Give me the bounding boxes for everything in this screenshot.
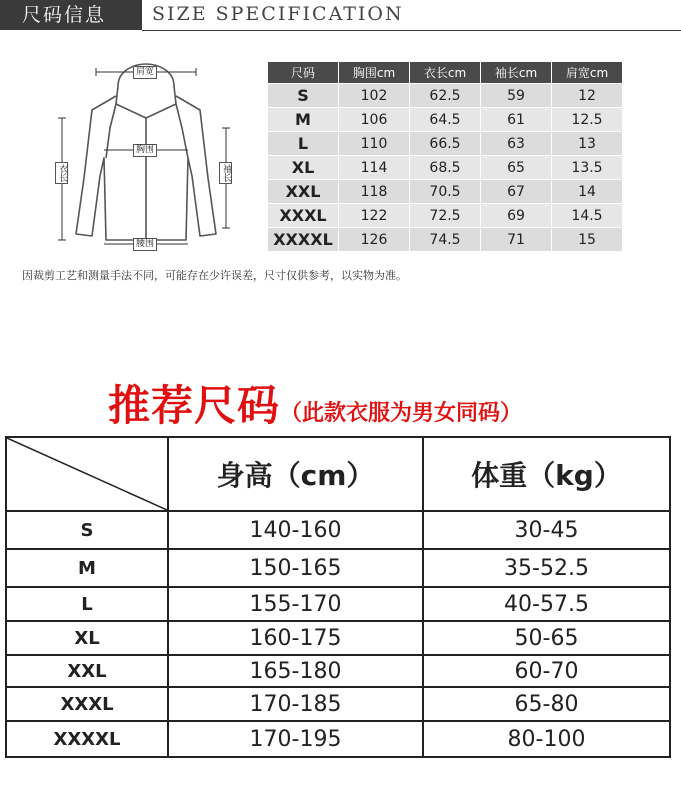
recommend-cell-weight: 60-70: [423, 655, 670, 687]
spec-row: [268, 132, 623, 156]
spec-cell: 15: [552, 228, 623, 252]
spec-cell: 102: [339, 84, 410, 108]
spec-cell: 69: [481, 204, 552, 228]
spec-cell: 62.5: [410, 84, 481, 108]
spec-cell: 65: [481, 156, 552, 180]
diagonal-line: [7, 438, 167, 510]
spec-cell: 64.5: [410, 108, 481, 132]
spec-cell: 122: [339, 204, 410, 228]
header-divider: [142, 30, 681, 31]
spec-row: [268, 156, 623, 180]
spec-cell: 106: [339, 108, 410, 132]
spec-cell: 14.5: [552, 204, 623, 228]
spec-cell: 70.5: [410, 180, 481, 204]
spec-cell: 74.5: [410, 228, 481, 252]
recommend-cell-size: M: [6, 549, 168, 587]
shoulder-label: 肩宽: [133, 66, 157, 79]
recommend-cell-height: 150-165: [168, 549, 423, 587]
height-header: 身高（cm）: [168, 437, 423, 511]
spec-cell: 14: [552, 180, 623, 204]
recommend-size-table: [5, 436, 671, 758]
recommend-row: [6, 687, 670, 721]
spec-row: [268, 180, 623, 204]
spec-row: [268, 84, 623, 108]
spec-header-sleeve: 袖长cm: [481, 62, 552, 84]
spec-header-shoulder: 肩宽cm: [552, 62, 623, 84]
spec-cell: XL: [268, 156, 339, 180]
spec-cell: 13: [552, 132, 623, 156]
recommend-cell-height: 165-180: [168, 655, 423, 687]
recommend-row: [6, 621, 670, 655]
recommend-row: [6, 655, 670, 687]
spec-header-length: 衣长cm: [410, 62, 481, 84]
spec-cell: 67: [481, 180, 552, 204]
diagonal-corner-cell: [6, 437, 168, 511]
sleeve-label: 袖长: [221, 164, 231, 182]
spec-cell: 61: [481, 108, 552, 132]
recommend-cell-size: XXL: [6, 655, 168, 687]
spec-cell: 118: [339, 180, 410, 204]
spec-cell: XXXXL: [268, 228, 339, 252]
spec-cell: 114: [339, 156, 410, 180]
recommend-cell-size: XXXL: [6, 687, 168, 721]
spec-cell: 71: [481, 228, 552, 252]
recommend-title: [108, 373, 522, 433]
recommend-cell-height: 170-195: [168, 721, 423, 757]
recommend-cell-height: 155-170: [168, 587, 423, 621]
weight-header: 体重（kg）: [423, 437, 670, 511]
spec-cell: 63: [481, 132, 552, 156]
recommend-cell-size: XL: [6, 621, 168, 655]
spec-cell: 12.5: [552, 108, 623, 132]
spec-cell: 66.5: [410, 132, 481, 156]
spec-cell: 59: [481, 84, 552, 108]
jacket-outline-illustration: [40, 58, 250, 258]
recommend-title-main: 推荐尺码: [108, 381, 281, 430]
recommend-cell-weight: 30-45: [423, 511, 670, 549]
spec-row: [268, 228, 623, 252]
chest-label: 胸围: [133, 144, 157, 157]
spec-cell: 110: [339, 132, 410, 156]
recommend-cell-weight: 35-52.5: [423, 549, 670, 587]
spec-cell: XXL: [268, 180, 339, 204]
recommend-cell-size: XXXXL: [6, 721, 168, 757]
spec-header-chest: 胸围cm: [339, 62, 410, 84]
jacket-diagram: [40, 58, 250, 258]
recommend-row: [6, 587, 670, 621]
spec-row: [268, 204, 623, 228]
recommend-row: [6, 721, 670, 757]
spec-row: [268, 108, 623, 132]
recommend-subtitle: （此款衣服为男女同码）: [280, 401, 523, 426]
spec-cell: 126: [339, 228, 410, 252]
size-spec-table: [268, 62, 623, 251]
spec-header-size: 尺码: [268, 62, 339, 84]
recommend-row: [6, 511, 670, 549]
recommend-row: [6, 549, 670, 587]
spec-cell: S: [268, 84, 339, 108]
recommend-cell-size: L: [6, 587, 168, 621]
waist-label: 腰围: [133, 238, 157, 251]
spec-cell: 68.5: [410, 156, 481, 180]
spec-cell: M: [268, 108, 339, 132]
recommend-cell-weight: 80-100: [423, 721, 670, 757]
spec-cell: L: [268, 132, 339, 156]
spec-header-row: [268, 62, 623, 84]
recommend-cell-height: 140-160: [168, 511, 423, 549]
recommend-cell-height: 170-185: [168, 687, 423, 721]
spec-cell: XXXL: [268, 204, 339, 228]
recommend-cell-height: 160-175: [168, 621, 423, 655]
spec-cell: 72.5: [410, 204, 481, 228]
section-title-english: SIZE SPECIFICATION: [152, 3, 404, 25]
spec-cell: 12: [552, 84, 623, 108]
measurement-disclaimer: 因裁剪工艺和测量手法不同，可能存在少许误差，尺寸仅供参考，以实物为准。: [22, 269, 407, 282]
spec-cell: 13.5: [552, 156, 623, 180]
length-label: 衣长: [57, 164, 67, 182]
section-tab: 尺码信息: [0, 0, 142, 30]
recommend-cell-weight: 40-57.5: [423, 587, 670, 621]
recommend-header-row: [6, 437, 670, 511]
recommend-cell-size: S: [6, 511, 168, 549]
recommend-cell-weight: 50-65: [423, 621, 670, 655]
recommend-cell-weight: 65-80: [423, 687, 670, 721]
